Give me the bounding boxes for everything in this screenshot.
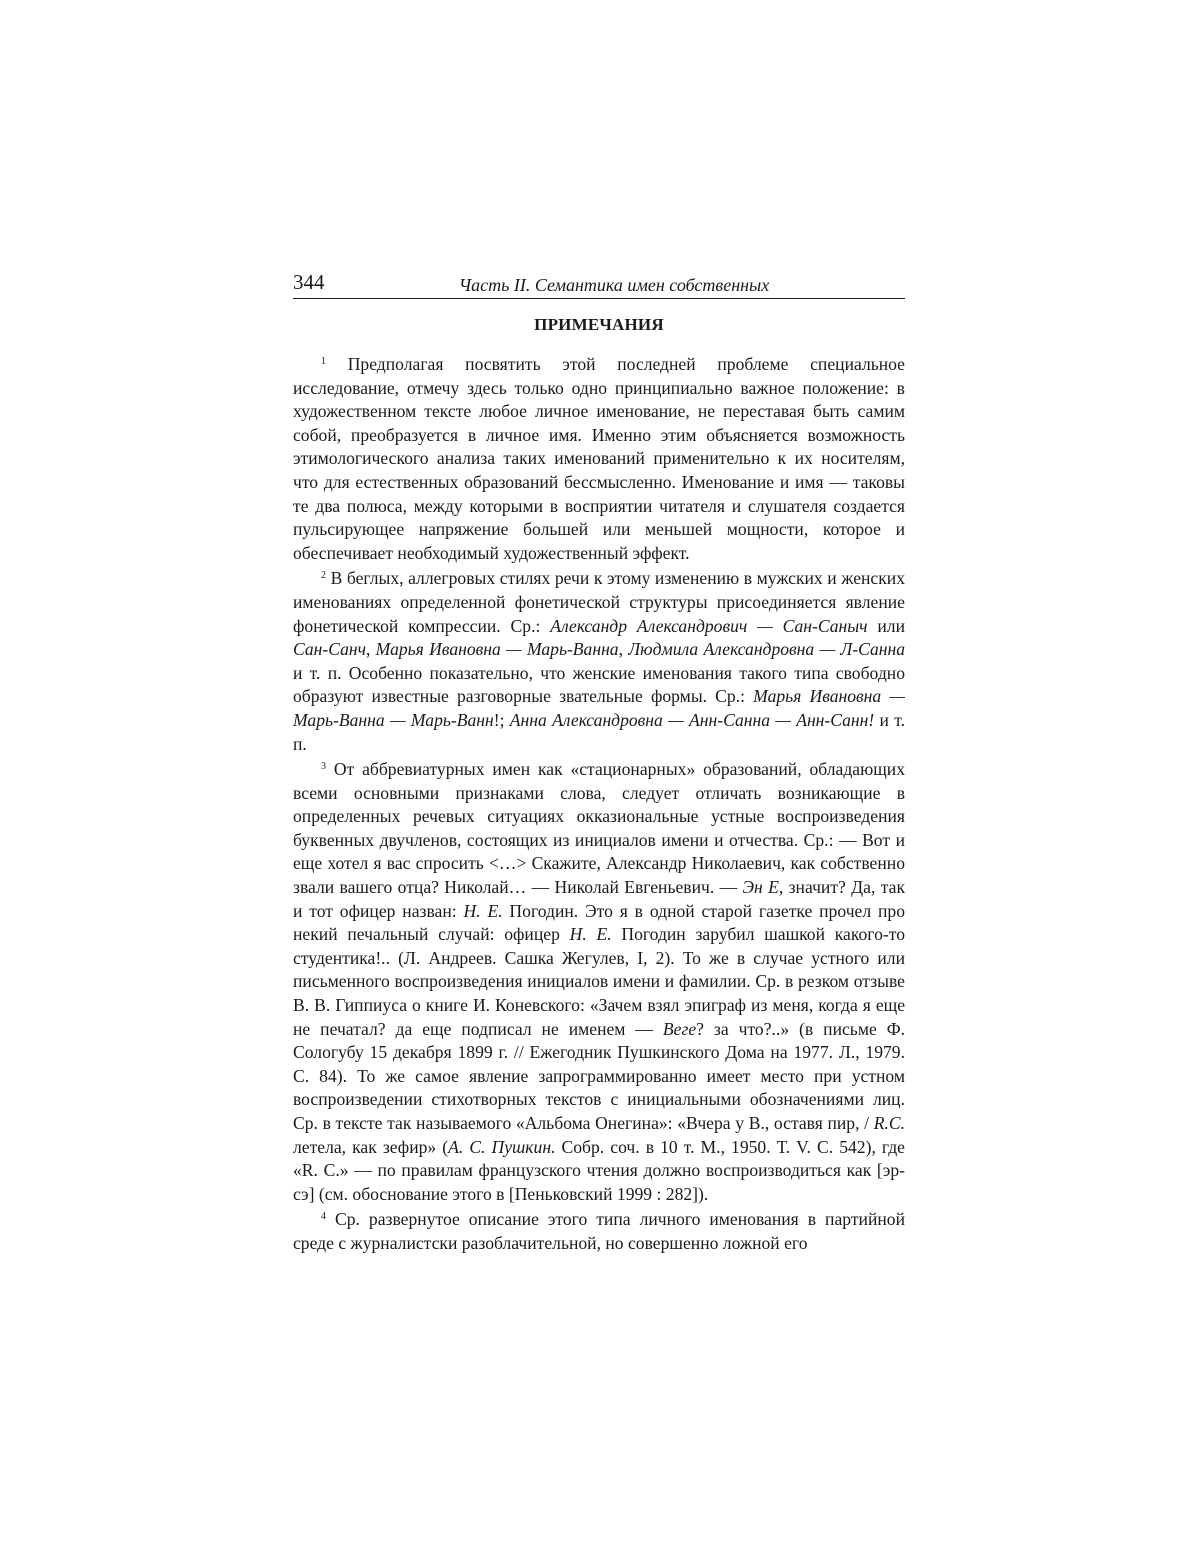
document-page — [293, 268, 905, 1258]
note-number: 2 — [321, 570, 326, 582]
note-text: ? за что?..» (в письме Ф. Сологубу 15 декабря 1899 г. // Ежегодник Пушкинского Дома на 1977. Л., 1979. С. 84). То же самое явление запрограммированно имеет место при устном воспроизведении стихотворных текстов с инициальными обозначениями лиц. Ср. в тексте так называемого «Альбома Онегина»: «Вчера у В., оставя пир, / — [293, 1018, 906, 1133]
note-text: , значит? Да, так и тот офицер назван: — [293, 877, 905, 921]
note-text: и т. п. Особенно показательно, что женские именования такого типа свободно образуют известные разговорные звательные формы. Ср.: — [293, 662, 905, 707]
italic-text: R.C. — [873, 1113, 905, 1133]
running-head — [293, 268, 905, 299]
italic-text: Н. Е. — [569, 924, 612, 945]
note-number: 4 — [321, 1211, 326, 1223]
note-text: , — [618, 639, 629, 660]
note-number: 3 — [321, 761, 326, 773]
italic-text: Людмила Александровна — Л-Санна — [628, 639, 906, 660]
note-4 — [293, 1208, 905, 1255]
note-text: В беглых, аллегровых стилях речи к этому изменению в мужских и женских именованиях определенной фонетической структуры присоединяется явление фонетической компрессии. Ср.: — [293, 568, 905, 636]
note-text: От аббревиатурных имен как «стационарных» образований, обладающих всеми основными признаками слова, следует отличать возникающие в определенных речевых ситуациях окказиональные устные воспроизведения буквенных двучленов, состоящих из инициалов имени и отчества. Ср.: — Вот и еще хотел я вас спросить <…> Скажите, Александр Николаевич, как собственно звали вашего отца? Николай… — Николай Евгеньевич. — — [293, 759, 906, 898]
italic-text: Марья Ивановна — Марь-Ванна — [375, 639, 619, 660]
italic-text: А. С. Пушкин. — [448, 1136, 556, 1157]
note-text: или — [867, 615, 905, 636]
running-title: Часть II. Семантика имен собственных — [458, 275, 770, 295]
note-text: Погодин. Это я в одной старой газетке прочел про некий печальный случай: офицер — [293, 900, 905, 945]
note-text: Погодин зарубил шашкой какого-то студентика!.. (Л. Андреев. Сашка Жегулев, I, 2). То же в случае устного или письменного воспроизведения инициалов имени и фамилии. Ср. в резком отзыве В. В. Гиппиуса о книге И. Коневского: «Зачем взял эпиграф из меня, когда я еще не печатал? да еще подписал не именем — — [293, 924, 905, 1039]
note-2 — [293, 567, 905, 756]
italic-text: Александр Александрович — Сан-Саныч — [550, 615, 868, 636]
note-text: летела, как зефир» ( — [293, 1136, 449, 1157]
italic-text: Н. Е. — [463, 900, 503, 921]
note-text: Ср. развернутое описание этого типа личного именования в партийной среде с журналистски разоблачительной, но совершенно ложной его — [293, 1209, 905, 1253]
italic-text: Марья Ивановна — Марь-Ванна — Марь-Ванн — [293, 686, 905, 730]
note-1 — [293, 353, 905, 565]
note-text: !; — [493, 709, 510, 730]
note-text: , — [366, 639, 376, 660]
page-number: 344 — [293, 270, 325, 294]
note-number: 1 — [321, 356, 326, 367]
italic-text: Сан-Санч — [293, 639, 367, 660]
note-text: и т. п. — [293, 709, 905, 754]
note-text: Собр. соч. в 10 т. М., 1950. Т. V. С. 542), где «R. C.» — по правилам французского чтения должно воспроизводиться как [эр-сэ] (см. обоснование этого в [Пеньковский 1999 : 282]). — [293, 1136, 905, 1204]
note-3 — [293, 758, 905, 1206]
notes-list — [293, 353, 905, 1256]
section-title: ПРИМЕЧАНИЯ — [534, 315, 664, 334]
italic-text: Эн Е — [742, 877, 779, 898]
italic-text: Анна Александровна — Анн-Санна — Анн-Санн! — [509, 709, 875, 730]
italic-text: Веге — [662, 1018, 697, 1039]
note-text: Предполагая посвятить этой последней проблеме специальное исследование, отмечу здесь только одно принципиально важное положение: в художественном тексте любое личное именование, не переставая быть самим собой, преобразуется в личное имя. Именно этим объясняется возможность этимологического анализа таких именований применительно к их носителям, что для естественных образований бессмысленно. Именование и имя — таковы те два полюса, между которыми в восприятии читателя и слушателя создается пульсирующее напряжение большей или меньшей мощности, которое и обеспечивает необходимый художественный эффект. — [293, 354, 905, 563]
